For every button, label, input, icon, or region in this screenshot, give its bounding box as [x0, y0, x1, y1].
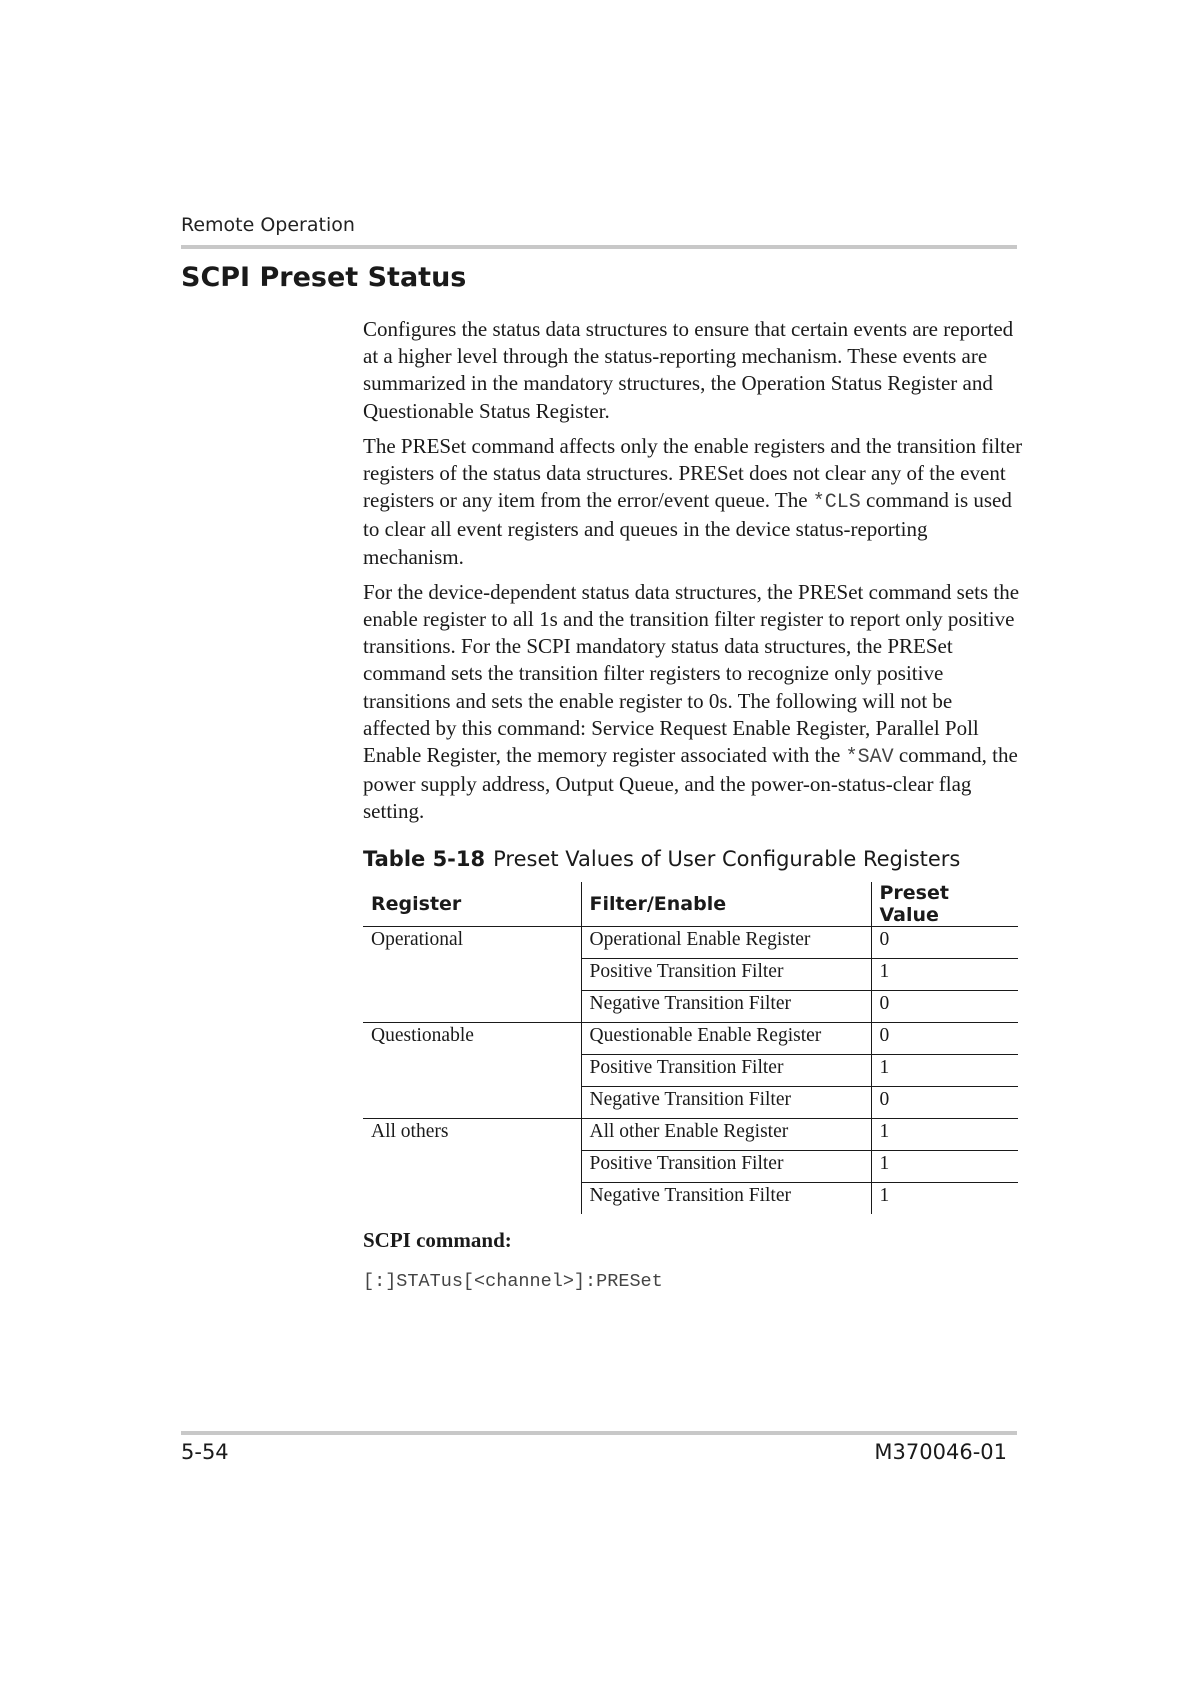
register-cell-empty	[363, 1183, 581, 1215]
register-cell-empty	[363, 991, 581, 1023]
table-row	[363, 991, 1018, 1023]
scpi-command-syntax: [:]STATus[<channel>]:PRESet	[363, 1271, 663, 1292]
preset-values-table	[363, 882, 1018, 1214]
value-cell: 0	[871, 991, 1018, 1023]
table-row	[363, 1119, 1018, 1151]
footer-rule	[181, 1431, 1017, 1435]
section-title: SCPI Preset Status	[181, 262, 467, 293]
paragraph-text: The PRESet command affects only the enable registers and the transition filter registers of the status data structures. PRESet does not clear any of the event registers or any item from the error/event queue. The	[363, 433, 1023, 513]
paragraph-preset-effects	[363, 433, 1023, 571]
running-header: Remote Operation	[181, 214, 355, 236]
value-cell: 1	[871, 1183, 1018, 1215]
paragraph-text: command is used to clear all event registers and queues in the device status-reporting mechanism.	[363, 488, 1012, 569]
filter-cell: Positive Transition Filter	[581, 1151, 871, 1183]
register-cell-empty	[363, 1087, 581, 1119]
sav-command-code: *SAV	[845, 746, 894, 770]
filter-cell: Operational Enable Register	[581, 927, 871, 959]
paragraph-device-dependent	[363, 579, 1023, 826]
value-cell: 0	[871, 927, 1018, 959]
page-number: 5-54	[181, 1440, 229, 1464]
register-cell: Operational	[371, 929, 464, 950]
register-cell-empty	[363, 1151, 581, 1183]
column-header-preset-value: Preset Value	[871, 882, 1018, 927]
value-cell: 1	[871, 1119, 1018, 1151]
cls-command-code: *CLS	[812, 491, 861, 515]
register-cell-empty	[363, 959, 581, 991]
table-row	[363, 1151, 1018, 1183]
table-caption	[363, 847, 960, 871]
table-row	[363, 1023, 1018, 1055]
register-cell: Questionable	[371, 1025, 474, 1046]
paragraph-intro: Configures the status data structures to ensure that certain events are reported at a higher level through the status-reporting mechanism. These events are summarized in the mandatory structures, the Operation Status Register and Questionable Status Register.	[363, 317, 1014, 423]
paragraph-text: For the device-dependent status data structures, the PRESet command sets the enable register to all 1s and the transition filter register to report only positive transitions. For the SCPI mandatory status data structures, the PRESet command sets the transition filter registers to recognize only positive transitions and sets the enable register to 0s. The following will not be affected by this command: Service Request Enable Register, Parallel Poll Enable Register, the memory register associated with the	[363, 579, 1020, 768]
filter-cell: Negative Transition Filter	[581, 1087, 871, 1119]
filter-cell: Positive Transition Filter	[581, 1055, 871, 1087]
filter-cell: All other Enable Register	[581, 1119, 871, 1151]
header-rule	[181, 245, 1017, 249]
filter-cell: Questionable Enable Register	[581, 1023, 871, 1055]
table-row	[363, 1183, 1018, 1215]
register-cell: All others	[371, 1121, 449, 1142]
value-cell: 1	[871, 1151, 1018, 1183]
filter-cell: Negative Transition Filter	[581, 1183, 871, 1215]
scpi-command-heading: SCPI command:	[363, 1228, 512, 1252]
value-cell: 1	[871, 959, 1018, 991]
table-row	[363, 1055, 1018, 1087]
table-caption-label: Table 5-18	[363, 847, 486, 871]
table-row	[363, 959, 1018, 991]
register-cell-empty	[363, 1055, 581, 1087]
table-caption-text: Preset Values of User Configurable Registers	[493, 847, 961, 871]
table-header-row	[363, 882, 1018, 927]
filter-cell: Positive Transition Filter	[581, 959, 871, 991]
table-row	[363, 927, 1018, 959]
column-header-filter-enable: Filter/Enable	[581, 882, 871, 927]
filter-cell: Negative Transition Filter	[581, 991, 871, 1023]
paragraph-text: command, the power supply address, Output Queue, and the power-on-status-clear flag setting.	[363, 743, 1018, 824]
value-cell: 1	[871, 1055, 1018, 1087]
table-row	[363, 1087, 1018, 1119]
value-cell: 0	[871, 1087, 1018, 1119]
column-header-register: Register	[363, 882, 581, 927]
document-number: M370046-01	[874, 1440, 1007, 1464]
body-text	[363, 316, 1023, 834]
value-cell: 0	[871, 1023, 1018, 1055]
